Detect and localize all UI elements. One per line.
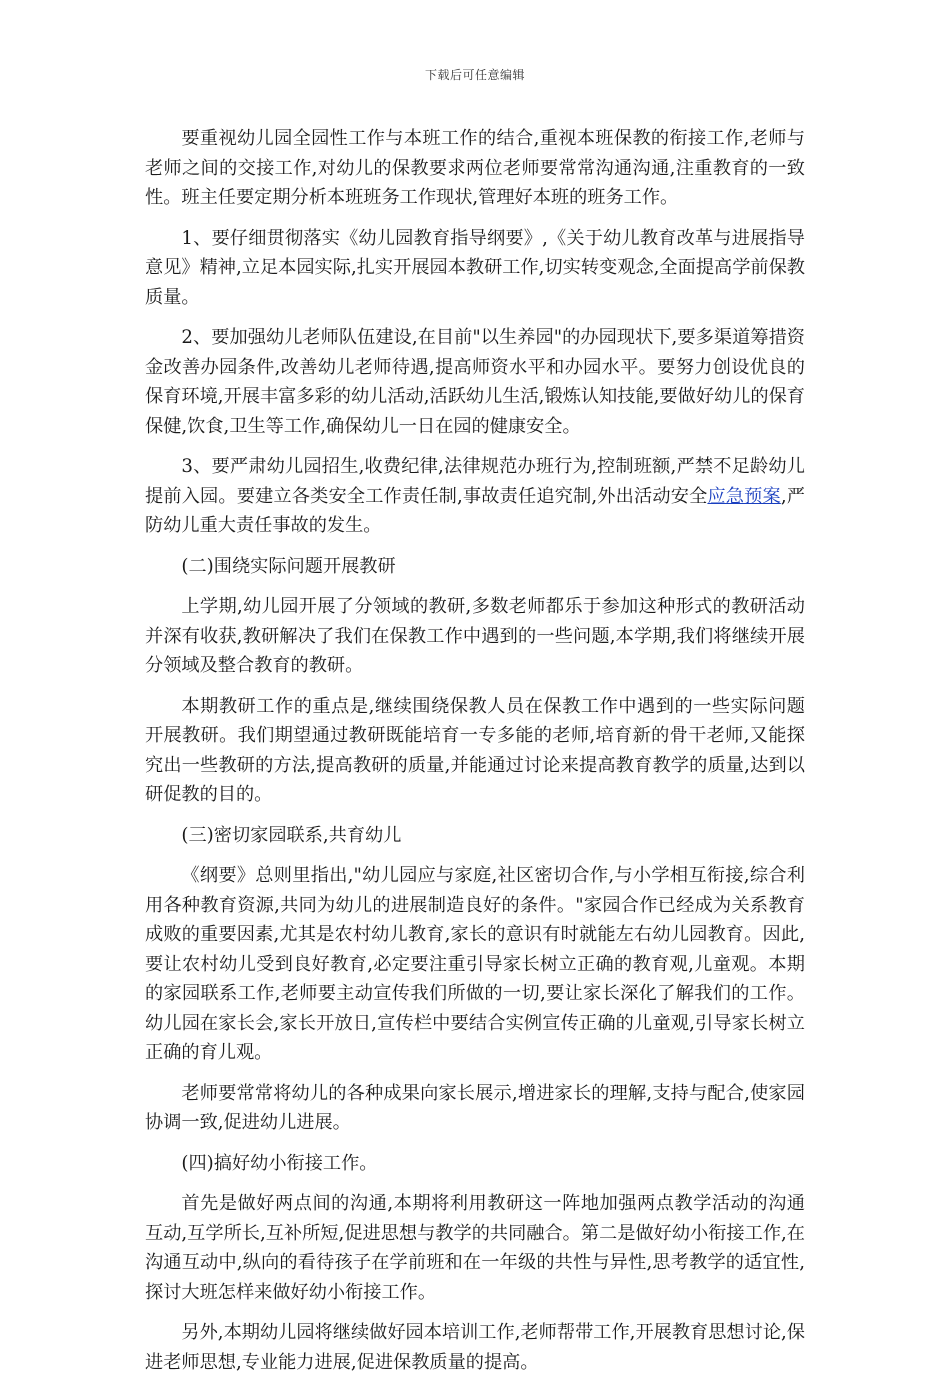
paragraph-research-2: 本期教研工作的重点是,继续围绕保教人员在保教工作中遇到的一些实际问题开展教研。我们期望通过教研既能培育一专多能的老师,培育新的骨干老师,又能探究出一些教研的方法,提高教研的质量,并能通过讨论来提高教育教学的质量,达到以研促教的目的。 bbox=[145, 695, 805, 805]
paragraph-family-2: 老师要常常将幼儿的各种成果向家长展示,增进家长的理解,支持与配合,使家园协调一致,促进幼儿进展。 bbox=[145, 1082, 805, 1133]
paragraph-transition-1: 首先是做好两点间的沟通,本期将利用教研这一阵地加强两点教学活动的沟通互动,互学所长,互补所短,促进思想与教学的共同融合。第二是做好幼小衔接工作,在沟通互动中,纵向的看待孩子在学前班和在一年级的共性与异性,思考教学的适宜性,探讨大班怎样来做好幼小衔接工作。 bbox=[145, 1193, 805, 1303]
paragraph-item-3-tail: ,严防幼儿重大责任事故的发生。 bbox=[145, 485, 805, 536]
paragraph-research-1: 上学期,幼儿园开展了分领域的教研,多数老师都乐于参加这种形式的教研活动并深有收获,教研解决了我们在保教工作中遇到的一些问题,本学期,我们将继续开展分领域及整合教育的教研。 bbox=[145, 596, 805, 676]
page-header: 下载后可任意编辑 bbox=[424, 68, 525, 82]
paragraph-item-2: 2、要加强幼儿老师队伍建设,在目前"以生养园"的办园现状下,要多渠道筹措资金改善办园条件,改善幼儿老师待遇,提高师资水平和办园水平。要努力创设优良的保育环境,开展丰富多彩的幼儿活动,活跃幼儿生活,锻炼认知技能,要做好幼儿的保育保健,饮食,卫生等工作,确保幼儿一日在园的健康安全。 bbox=[145, 327, 805, 437]
section-heading-2: (二)围绕实际问题开展教研 bbox=[181, 555, 396, 577]
paragraph-family-1: 《纲要》总则里指出,"幼儿园应与家庭,社区密切合作,与小学相互衔接,综合利用各种教育资源,共同为幼儿的进展制造良好的条件。"家园合作已经成为关系教育成败的重要因素,尤其是农村幼儿教育,家长的意识有时就能左右幼儿园教育。因此,要让农村幼儿受到良好教育,必定要注重引导家长树立正确的教育观,儿童观。本期的家园联系工作,老师要主动宣传我们所做的一切,要让家长深化了解我们的工作。幼儿园在家长会,家长开放日,宣传栏中要结合实例宣传正确的儿童观,引导家长树立正确的育儿观。 bbox=[145, 865, 805, 1063]
section-heading-3: (三)密切家园联系,共育幼儿 bbox=[181, 824, 402, 846]
paragraph-item-1: 1、要仔细贯彻落实《幼儿园教育指导纲要》,《关于幼儿教育改革与进展指导意见》精神,立足本园实际,扎实开展园本教研工作,切实转变观念,全面提高学前保教质量。 bbox=[145, 227, 805, 308]
emergency-plan-link[interactable]: 应急预案 bbox=[707, 485, 781, 507]
document-body bbox=[145, 124, 805, 1388]
section-heading-4: (四)搞好幼小衔接工作。 bbox=[181, 1152, 378, 1174]
paragraph-transition-2: 另外,本期幼儿园将继续做好园本培训工作,老师帮带工作,开展教育思想讨论,保进老师思想,专业能力进展,促进保教质量的提高。 bbox=[145, 1322, 805, 1373]
paragraph-item-3 bbox=[145, 452, 805, 541]
paragraph-intro: 要重视幼儿园全园性工作与本班工作的结合,重视本班保教的衔接工作,老师与老师之间的交接工作,对幼儿的保教要求两位老师要常常沟通沟通,注重教育的一致性。班主任要定期分析本班班务工作现状,管理好本班的班务工作。 bbox=[145, 128, 805, 208]
paragraph-item-3-text: 3、要严肃幼儿园招生,收费纪律,法律规范办班行为,控制班额,严禁不足龄幼儿提前入园。要建立各类安全工作责任制,事故责任追究制,外出活动安全 bbox=[145, 456, 805, 507]
